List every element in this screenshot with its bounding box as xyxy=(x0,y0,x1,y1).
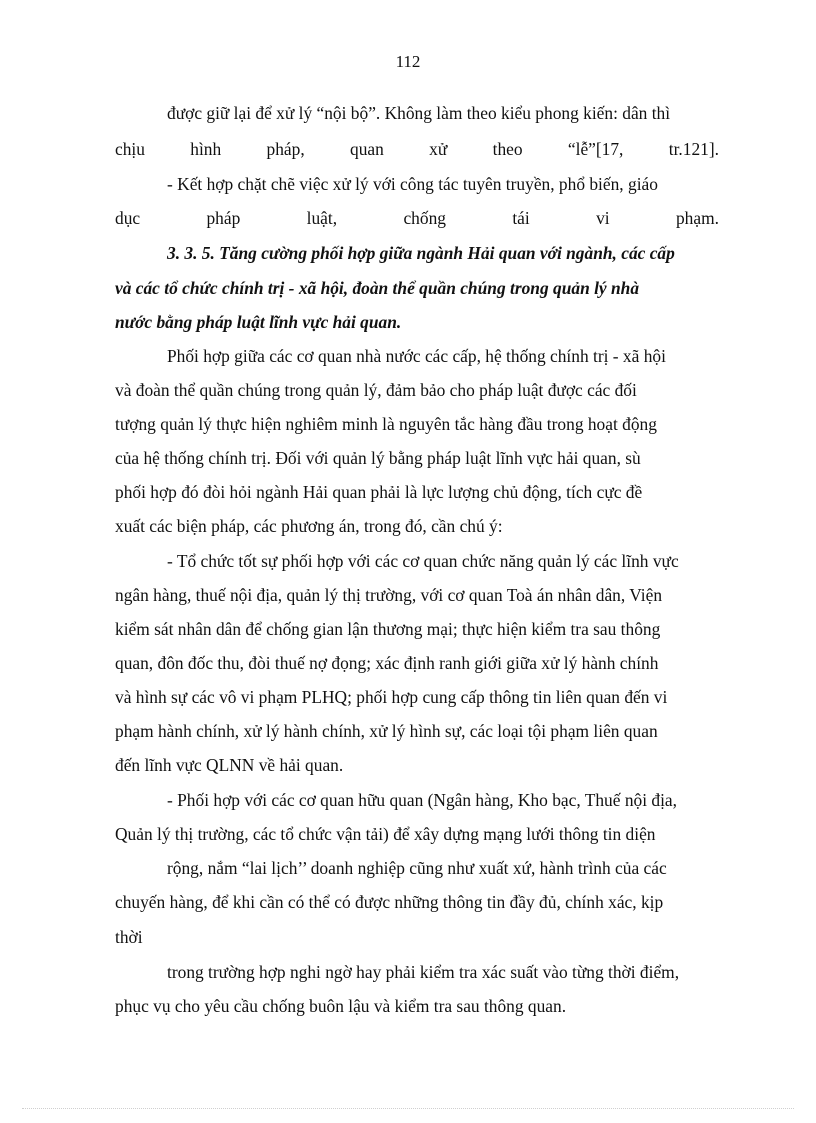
text-line: chuyến hàng, để khi cần có thể có được những thông tin đầy đủ, chính xác, kịp xyxy=(115,892,664,912)
word: quan xyxy=(350,139,384,159)
section-heading: 3. 3. 5. Tăng cường phối hợp giữa ngành Hải quan với ngành, các cấp xyxy=(167,243,675,263)
page-number: 112 xyxy=(395,52,421,71)
text-line: trong trường hợp nghi ngờ hay phải kiểm tra xác suất vào từng thời điểm, xyxy=(167,962,680,982)
text-line: xuất các biện pháp, các phương án, trong đó, cần chú ý: xyxy=(115,516,503,536)
word: tái xyxy=(512,208,530,228)
text-line: của hệ thống chính trị. Đối với quản lý bằng pháp luật lĩnh vực hải quan, sù xyxy=(115,448,641,468)
text-line: phục vụ cho yêu cầu chống buôn lậu và kiểm tra sau thông quan. xyxy=(115,996,567,1016)
justified-line xyxy=(115,138,719,160)
text-line: - Kết hợp chặt chẽ việc xử lý với công tác tuyên truyền, phổ biến, giáo xyxy=(167,174,658,194)
word: phạm. xyxy=(675,208,719,228)
word: theo xyxy=(492,139,523,159)
page-bottom-divider xyxy=(22,1108,794,1109)
text-line: phối hợp đó đòi hỏi ngành Hải quan phải là lực lượng chủ động, tích cực đề xyxy=(115,482,643,502)
text-line: phạm hành chính, xử lý hành chính, xử lý hình sự, các loại tội phạm liên quan xyxy=(115,721,658,741)
text-line: thời xyxy=(115,927,143,947)
text-line: ngân hàng, thuế nội địa, quản lý thị trường, với cơ quan Toà án nhân dân, Viện xyxy=(115,585,663,605)
text-line: tượng quản lý thực hiện nghiêm minh là nguyên tắc hàng đầu trong hoạt động xyxy=(115,414,657,434)
text-line: Phối hợp giữa các cơ quan nhà nước các cấp, hệ thống chính trị - xã hội xyxy=(167,346,666,366)
word: chống xyxy=(403,208,446,228)
word: tr.121]. xyxy=(668,139,719,159)
word: xử xyxy=(429,139,448,159)
text-line: rộng, nắm “lai lịch’’ doanh nghiệp cũng như xuất xứ, hành trình của các xyxy=(167,858,667,878)
word: chịu xyxy=(115,139,145,159)
text-line: đến lĩnh vực QLNN về hải quan. xyxy=(115,755,344,775)
word: vi xyxy=(596,208,610,228)
section-heading: nước bằng pháp luật lĩnh vực hải quan. xyxy=(115,312,402,332)
word: luật, xyxy=(306,208,338,228)
word: hình xyxy=(190,139,222,159)
word: “lễ”[17, xyxy=(567,139,624,159)
word: pháp xyxy=(206,208,241,228)
text-line: - Phối hợp với các cơ quan hữu quan (Ngân hàng, Kho bạc, Thuế nội địa, xyxy=(167,790,677,810)
text-line: quan, đôn đốc thu, đòi thuế nợ đọng; xác định ranh giới giữa xử lý hành chính xyxy=(115,653,659,673)
text-line: và đoàn thể quần chúng trong quản lý, đảm bảo cho pháp luật được các đối xyxy=(115,380,637,400)
text-line: Quản lý thị trường, các tổ chức vận tải) để xây dựng mạng lưới thông tin diện xyxy=(115,824,656,844)
text-line: được giữ lại để xử lý “nội bộ”. Không làm theo kiểu phong kiến: dân thì xyxy=(167,103,671,123)
word: pháp, xyxy=(266,139,305,159)
section-heading: và các tổ chức chính trị - xã hội, đoàn thể quần chúng trong quản lý nhà xyxy=(115,278,640,298)
text-line: kiểm sát nhân dân để chống gian lận thương mại; thực hiện kiểm tra sau thông xyxy=(115,619,661,639)
word: dục xyxy=(115,208,141,228)
text-line: - Tổ chức tốt sự phối hợp với các cơ quan chức năng quản lý các lĩnh vực xyxy=(167,551,679,571)
justified-line xyxy=(115,207,719,229)
text-line: và hình sự các vô vi phạm PLHQ; phối hợp cung cấp thông tin liên quan đến vi xyxy=(115,687,668,707)
